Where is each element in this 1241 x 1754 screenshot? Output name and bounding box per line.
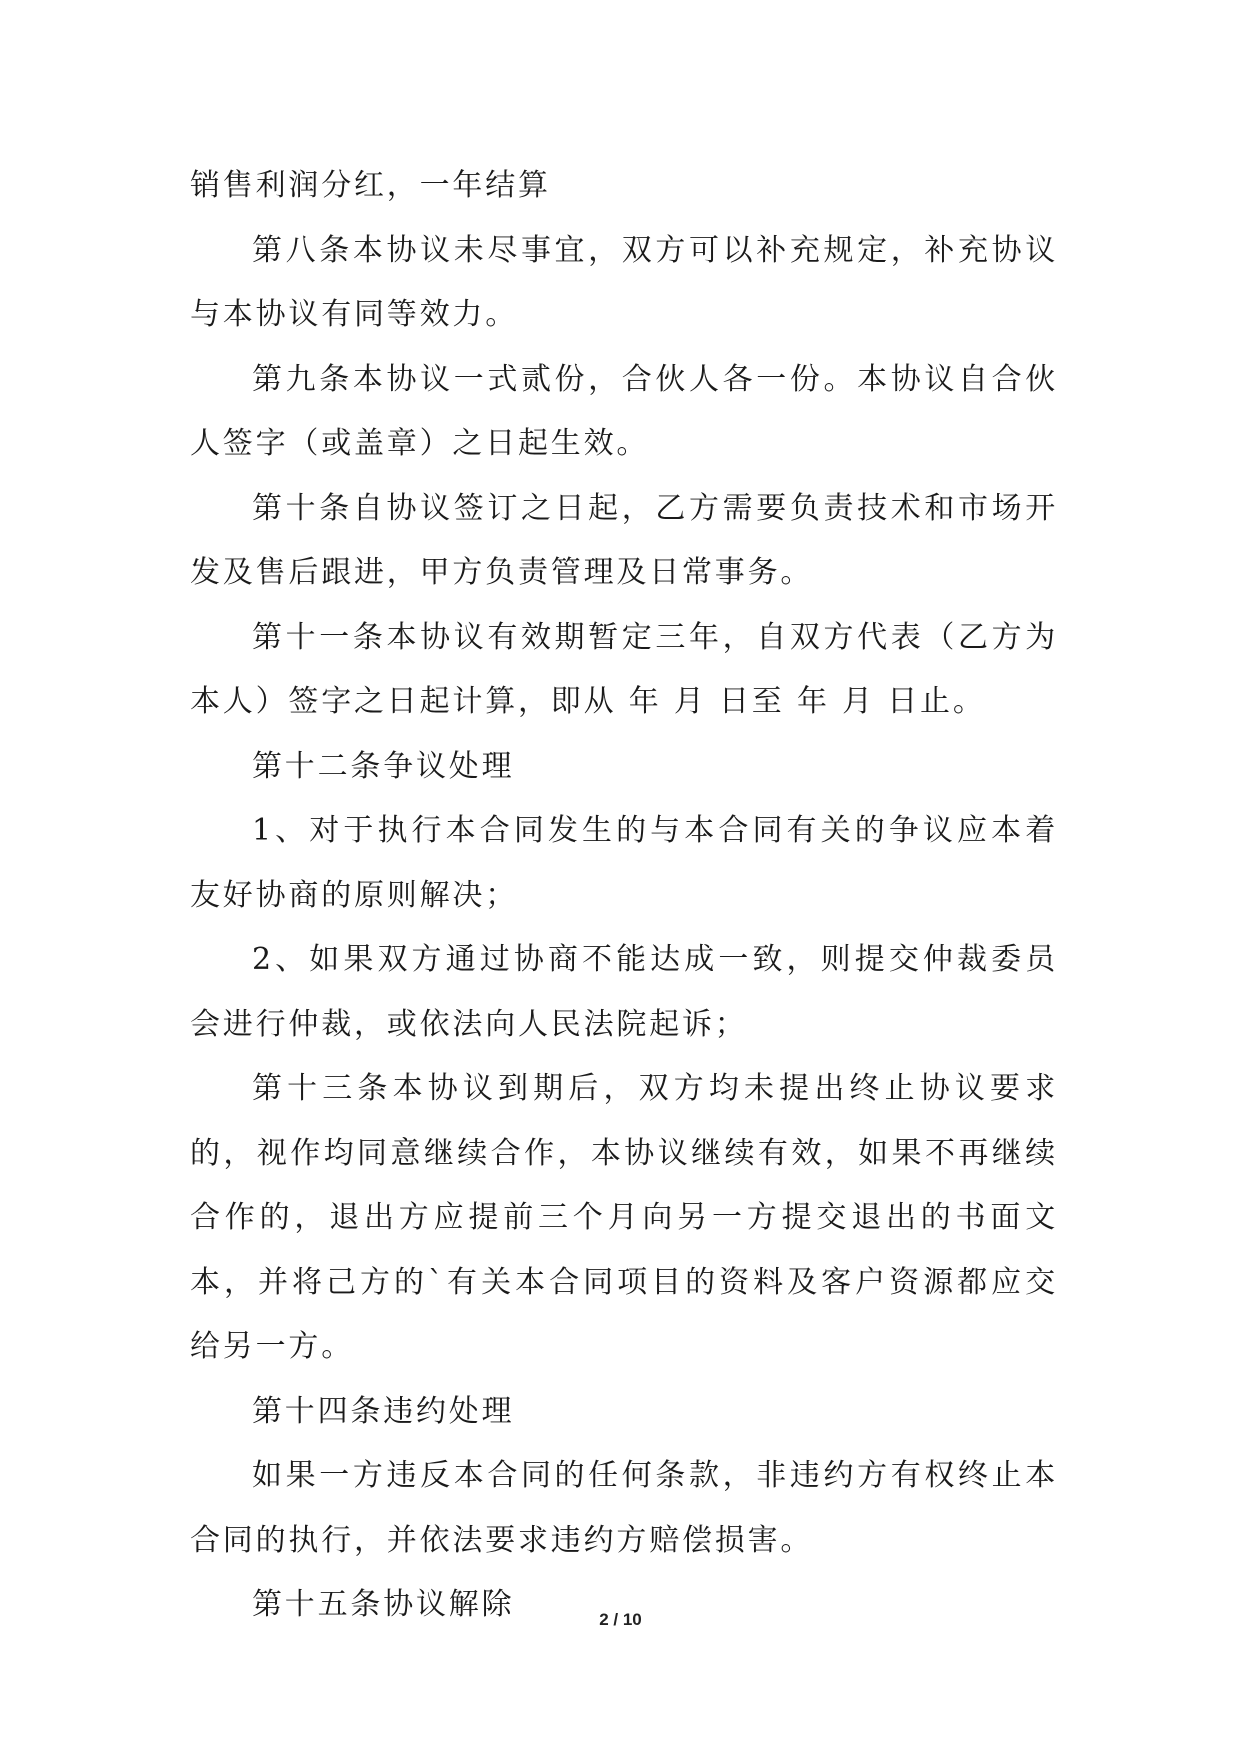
page-number: 2 / 10 (599, 1610, 642, 1629)
heading-article-14: 第十四条违约处理 (252, 1393, 515, 1429)
paragraph-article-9: 第九条本协议一式贰份，合伙人各一份。本协议自合伙人签字（或盖章）之日起生效。 (190, 361, 1058, 461)
heading-article-12: 第十二条争议处理 (252, 748, 515, 784)
paragraph-profit-settlement: 销售利润分红，一年结算 (190, 168, 551, 203)
paragraph-article-8: 第八条本协议未尽事宜，双方可以补充规定，补充协议与本协议有同等效力。 (190, 232, 1058, 332)
paragraph-article-13: 第十三条本协议到期后，双方均未提出终止协议要求的，视作均同意继续合作，本协议继续有效，如果不再继续合作的，退出方应提前三个月向另一方提交退出的书面文本，并将己方的`有关本合同项目的资料及客户资源都应交给另一方。 (190, 1071, 1058, 1364)
paragraph-article-12-item-2: 2、如果双方通过协商不能达成一致，则提交仲裁委员会进行仲裁，或依法向人民法院起诉； (190, 942, 1058, 1042)
paragraph-article-14-body: 如果一方违反本合同的任何条款，非违约方有权终止本合同的执行，并依法要求违约方赔偿损害。 (190, 1458, 1058, 1558)
paragraph-article-10: 第十条自协议签订之日起，乙方需要负责技术和市场开发及售后跟进，甲方负责管理及日常事务。 (190, 490, 1058, 590)
document-body (190, 154, 1058, 1638)
paragraph-article-12-item-1: 1、对于执行本合同发生的与本合同有关的争议应本着友好协商的原则解决； (190, 813, 1058, 913)
paragraph-article-11: 第十一条本协议有效期暂定三年，自双方代表（乙方为本人）签字之日起计算，即从 年 月 日至 年 月 日止。 (190, 619, 1058, 719)
heading-article-15: 第十五条协议解除 (252, 1587, 515, 1622)
